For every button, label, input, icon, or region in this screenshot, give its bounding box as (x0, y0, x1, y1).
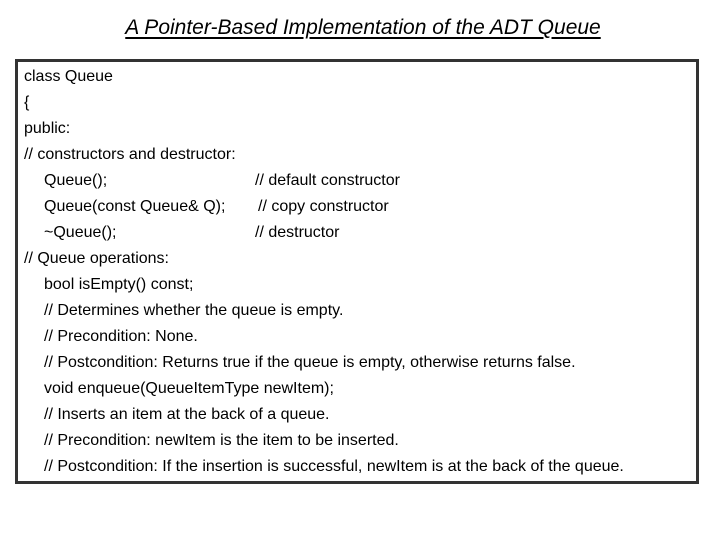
operations-comment: // Queue operations: (24, 250, 169, 267)
destructor: ~Queue(); (44, 224, 117, 241)
default-constructor: Queue(); (44, 172, 108, 189)
enqueue-postcondition: // Postcondition: If the insertion is successful, newItem is at the back of the queue. (44, 458, 624, 475)
copy-constructor: Queue(const Queue& Q); (44, 198, 226, 215)
is-empty-postcondition: // Postcondition: Returns true if the queue is empty, otherwise returns false. (44, 354, 576, 371)
default-constructor-comment: // default constructor (255, 172, 400, 189)
enqueue-description: // Inserts an item at the back of a queue. (44, 406, 330, 423)
copy-constructor-comment: // copy constructor (258, 198, 389, 215)
is-empty-description: // Determines whether the queue is empty. (44, 302, 344, 319)
enqueue-precondition: // Precondition: newItem is the item to be inserted. (44, 432, 399, 449)
open-brace: { (24, 94, 30, 111)
is-empty-declaration: bool isEmpty() const; (44, 276, 194, 293)
is-empty-precondition: // Precondition: None. (44, 328, 198, 345)
destructor-comment: // destructor (255, 224, 340, 241)
enqueue-declaration: void enqueue(QueueItemType newItem); (44, 380, 334, 397)
slide-title: A Pointer-Based Implementation of the ADT Queue (125, 16, 601, 39)
public-label: public: (24, 120, 71, 137)
class-declaration: class Queue (24, 68, 113, 85)
constructors-comment: // constructors and destructor: (24, 146, 236, 163)
